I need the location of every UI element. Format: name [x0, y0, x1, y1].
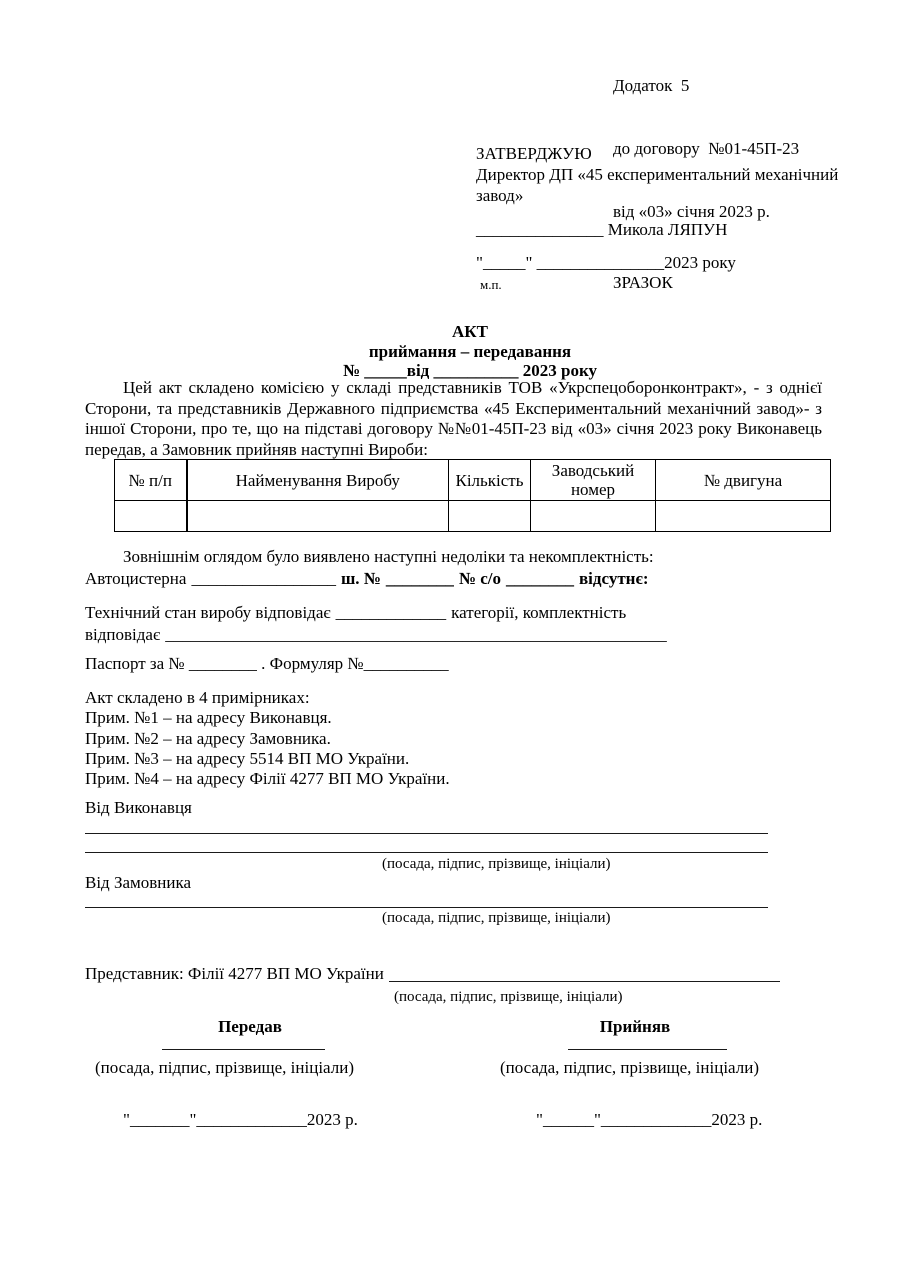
accepted-signature-line	[568, 1049, 727, 1050]
representative-label: Представник: Філії 4277 ВП МО України	[85, 964, 384, 983]
condition-text-1: Технічний стан виробу відповідає	[85, 603, 331, 622]
vehicle-line	[85, 568, 653, 589]
intro-paragraph: Цей акт складено комісією у складі представників ТОВ «Укрспецоборонконтракт», - з однієї Сторони, та представників Державного підприємства «45 Експериментальний механічний завод»- з іншої Сторони, про те, що на підставі договору №№01-45П-23 від «03» січня 2023 року Виконавець передав, а Замовник прийняв наступні Вироби:	[85, 378, 822, 459]
condition-text-3: відповідає	[85, 625, 161, 644]
vehicle-label: Автоцистерна	[85, 569, 187, 588]
approval-date-line: "_____" _______________2023 року	[476, 253, 736, 272]
items-table	[114, 459, 831, 532]
approver-name: Микола ЛЯПУН	[607, 220, 728, 239]
col-header-row-number: № п/п	[115, 460, 187, 501]
empty-cell-item-name	[187, 501, 449, 532]
accepted-signature-caption: (посада, підпис, прізвище, ініціали)	[500, 1058, 759, 1077]
col-header-engine-number: № двигуна	[656, 460, 831, 501]
executor-signature-line-1	[85, 833, 768, 834]
sample-label: ЗРАЗОК	[613, 273, 673, 292]
serial-number-label: № с/о	[458, 569, 501, 588]
seal-mark: м.п.	[480, 277, 502, 292]
accepted-heading: Прийняв	[599, 1017, 671, 1036]
empty-cell-quantity	[449, 501, 531, 532]
transferred-heading: Передав	[218, 1017, 282, 1036]
inspection-statement: Зовнішнім оглядом було виявлено наступні недоліки та некомплектність:	[123, 547, 654, 566]
condition-text-2: категорії, комплектність	[451, 603, 627, 622]
chassis-number-label: ш. №	[340, 569, 381, 588]
executor-signature-line-2	[85, 852, 768, 853]
representative-signature-caption: (посада, підпис, прізвище, ініціали)	[394, 989, 623, 1005]
copy-item-2: Прим. №2 – на адресу Замовника.	[85, 728, 331, 748]
passport-line: Паспорт за № ________ . Формуляр №__________	[85, 654, 449, 673]
customer-signature-caption: (посада, підпис, прізвище, ініціали)	[382, 910, 611, 926]
annex-line-3: від «03» січня 2023 р.	[613, 202, 770, 221]
category-blank: _____________	[335, 603, 447, 622]
director-title: Директор ДП «45 експериментальний механічний завод»	[476, 165, 839, 205]
empty-cell-row-number	[115, 501, 187, 532]
empty-cell-factory-number	[531, 501, 656, 532]
copy-item-3: Прим. №3 – на адресу 5514 ВП МО України.	[85, 748, 410, 768]
copy-item-1: Прим. №1 – на адресу Виконавця.	[85, 708, 332, 728]
table-empty-row	[115, 501, 831, 532]
act-title-line2: приймання – передавання	[368, 341, 572, 361]
transferred-signature-caption: (посада, підпис, прізвище, ініціали)	[95, 1058, 354, 1077]
approval-block	[476, 143, 876, 295]
copies-heading: Акт складено в 4 примірниках:	[85, 688, 310, 707]
signature-blank: _______________	[476, 220, 608, 239]
act-title	[85, 322, 855, 381]
copy-item-4: Прим. №4 – на адресу Філії 4277 ВП МО України.	[85, 769, 450, 789]
customer-label: Від Замовника	[85, 873, 192, 892]
chassis-number-blank: ________	[385, 569, 454, 588]
transferred-date-line: "_______"_____________2023 р.	[123, 1110, 358, 1129]
col-header-item-name: Найменування Виробу	[187, 460, 449, 501]
col-header-quantity: Кількість	[449, 460, 531, 501]
table-header-row	[115, 460, 831, 501]
transferred-signature-line	[162, 1049, 325, 1050]
condition-line-1	[85, 602, 631, 623]
serial-number-blank: ________	[506, 569, 574, 588]
approve-heading: ЗАТВЕРДЖУЮ	[476, 144, 592, 163]
col-header-factory-number: Заводський номер	[531, 460, 656, 501]
customer-signature-line	[85, 907, 768, 908]
act-title-line1: АКТ	[452, 322, 488, 341]
accepted-date-line: "______"_____________2023 р.	[536, 1110, 763, 1129]
condition-line-2	[85, 624, 672, 645]
annex-line-1: Додаток 5	[613, 76, 690, 95]
empty-cell-engine-number	[656, 501, 831, 532]
vehicle-blank: _________________	[191, 569, 336, 588]
act-title-line3: № _____від __________ 2023 року	[342, 361, 598, 380]
approver-signature-line	[476, 219, 876, 240]
annex-line-2: до договору №01-45П-23	[613, 139, 800, 158]
representative-signature-line	[389, 963, 780, 982]
completeness-blank: ___________________________________________________________	[165, 625, 667, 644]
representative-line	[85, 963, 780, 984]
absent-label: відсутнє:	[579, 569, 649, 588]
copies-block	[85, 688, 450, 789]
executor-signature-caption: (посада, підпис, прізвище, ініціали)	[382, 856, 611, 872]
executor-label: Від Виконавця	[85, 798, 192, 817]
